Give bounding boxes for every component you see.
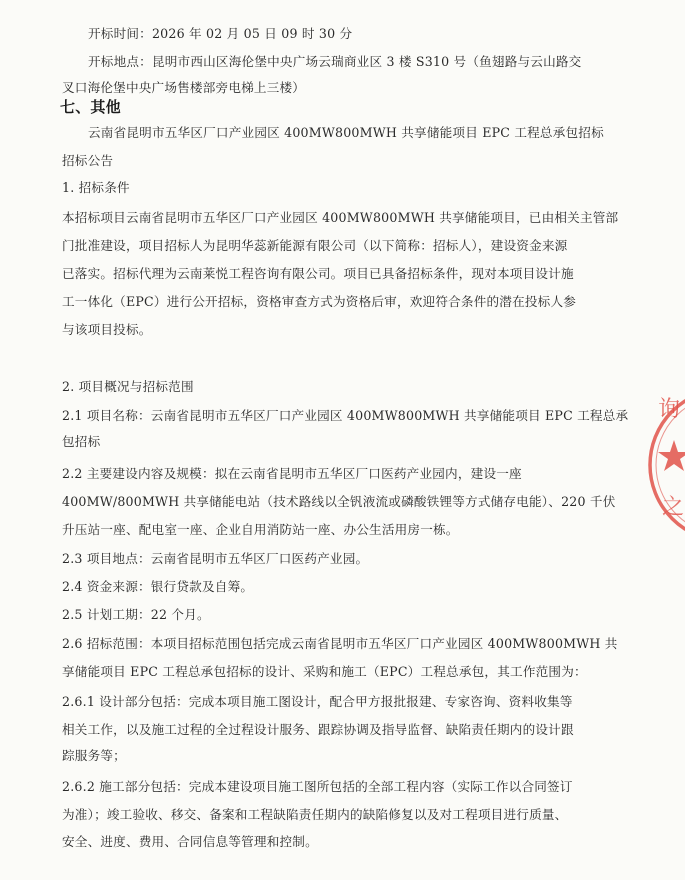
bid-opening-location: 开标地点：昆明市西山区海伦堡中央广场云瑞商业区 3 楼 S310 号（鱼翅路与云山路交 — [88, 54, 582, 69]
heading-project-overview: 2. 项目概况与招标范围 — [62, 379, 194, 394]
heading-bid-conditions: 1. 招标条件 — [62, 180, 130, 195]
paragraph-line: 已落实。招标代理为云南莱悦工程咨询有限公司。项目已具备招标条件，现对本项目设计施 — [62, 266, 574, 281]
item-project-name-cont: 包招标 — [62, 434, 101, 449]
bid-opening-location-cont: 叉口海伦堡中央广场售楼部旁电梯上三楼） — [62, 80, 306, 95]
paragraph-line: 本招标项目云南省昆明市五华区厂口产业园区 400MW800MWH 共享储能项目，已由相关主管部 — [62, 210, 619, 225]
paragraph-line: 与该项目投标。 — [62, 322, 152, 337]
item-construction-content-cont: 400MW/800MWH 共享储能电站（技术路线以全钒液流或磷酸铁锂等方式储存电能）、220 千伏 — [62, 494, 616, 509]
paragraph-line: 门批准建设，项目招标人为昆明华蕊新能源有限公司（以下简称：招标人），建设资金来源 — [62, 238, 568, 253]
item-design-scope-cont: 踪服务等； — [62, 748, 126, 763]
item-funding-source: 2.4 资金来源：银行贷款及自筹。 — [62, 579, 254, 594]
item-construction-scope-cont: 为准）；竣工验收、移交、备案和工程缺陷责任期内的缺陷修复以及对工程项目进行质量、 — [62, 807, 568, 822]
company-seal — [648, 380, 685, 550]
svg-text:之: 之 — [662, 495, 685, 520]
bid-opening-time: 开标时间：2026 年 02 月 05 日 09 时 30 分 — [88, 26, 353, 41]
item-bid-scope: 2.6 招标范围：本项目招标范围包括完成云南省昆明市五华区厂口产业园区 400MW800MWH 共 — [62, 636, 618, 651]
item-schedule: 2.5 计划工期：22 个月。 — [62, 607, 210, 622]
item-bid-scope-cont: 享储能项目 EPC 工程总承包招标的设计、采购和施工（EPC）工程总承包，其工作范围为： — [62, 664, 587, 679]
announcement-subtitle: 招标公告 — [62, 153, 114, 168]
item-project-location: 2.3 项目地点：云南省昆明市五华区厂口医药产业园。 — [62, 551, 369, 566]
item-design-scope-cont: 相关工作，以及施工过程的全过程设计服务、跟踪协调及指导监督、缺陷责任期内的设计跟 — [62, 722, 574, 737]
item-project-name: 2.1 项目名称：云南省昆明市五华区厂口产业园区 400MW800MWH 共享储能项目 EPC 工程总承 — [62, 408, 629, 423]
item-construction-scope-cont: 安全、进度、费用、合同信息等管理和控制。 — [62, 834, 318, 849]
item-construction-scope: 2.6.2 施工部分包括：完成本建设项目施工图所包括的全部工程内容（实际工作以合同签订 — [62, 779, 573, 794]
item-construction-content-cont: 升压站一座、配电室一座、企业自用消防站一座、办公生活用房一栋。 — [62, 522, 459, 537]
item-design-scope: 2.6.1 设计部分包括：完成本项目施工图设计，配合甲方报批报建、专家咨询、资料收集等 — [62, 694, 573, 709]
paragraph-line: 工一体化（EPC）进行公开招标，资格审查方式为资格后审，欢迎符合条件的潜在投标人参 — [62, 294, 577, 309]
section-heading-other: 七、其他 — [60, 98, 121, 116]
svg-text:询: 询 — [658, 397, 681, 422]
announcement-title: 云南省昆明市五华区厂口产业园区 400MW800MWH 共享储能项目 EPC 工程总承包招标 — [88, 125, 604, 140]
item-construction-content: 2.2 主要建设内容及规模：拟在云南省昆明市五华区厂口医药产业园内，建设一座 — [62, 466, 522, 481]
